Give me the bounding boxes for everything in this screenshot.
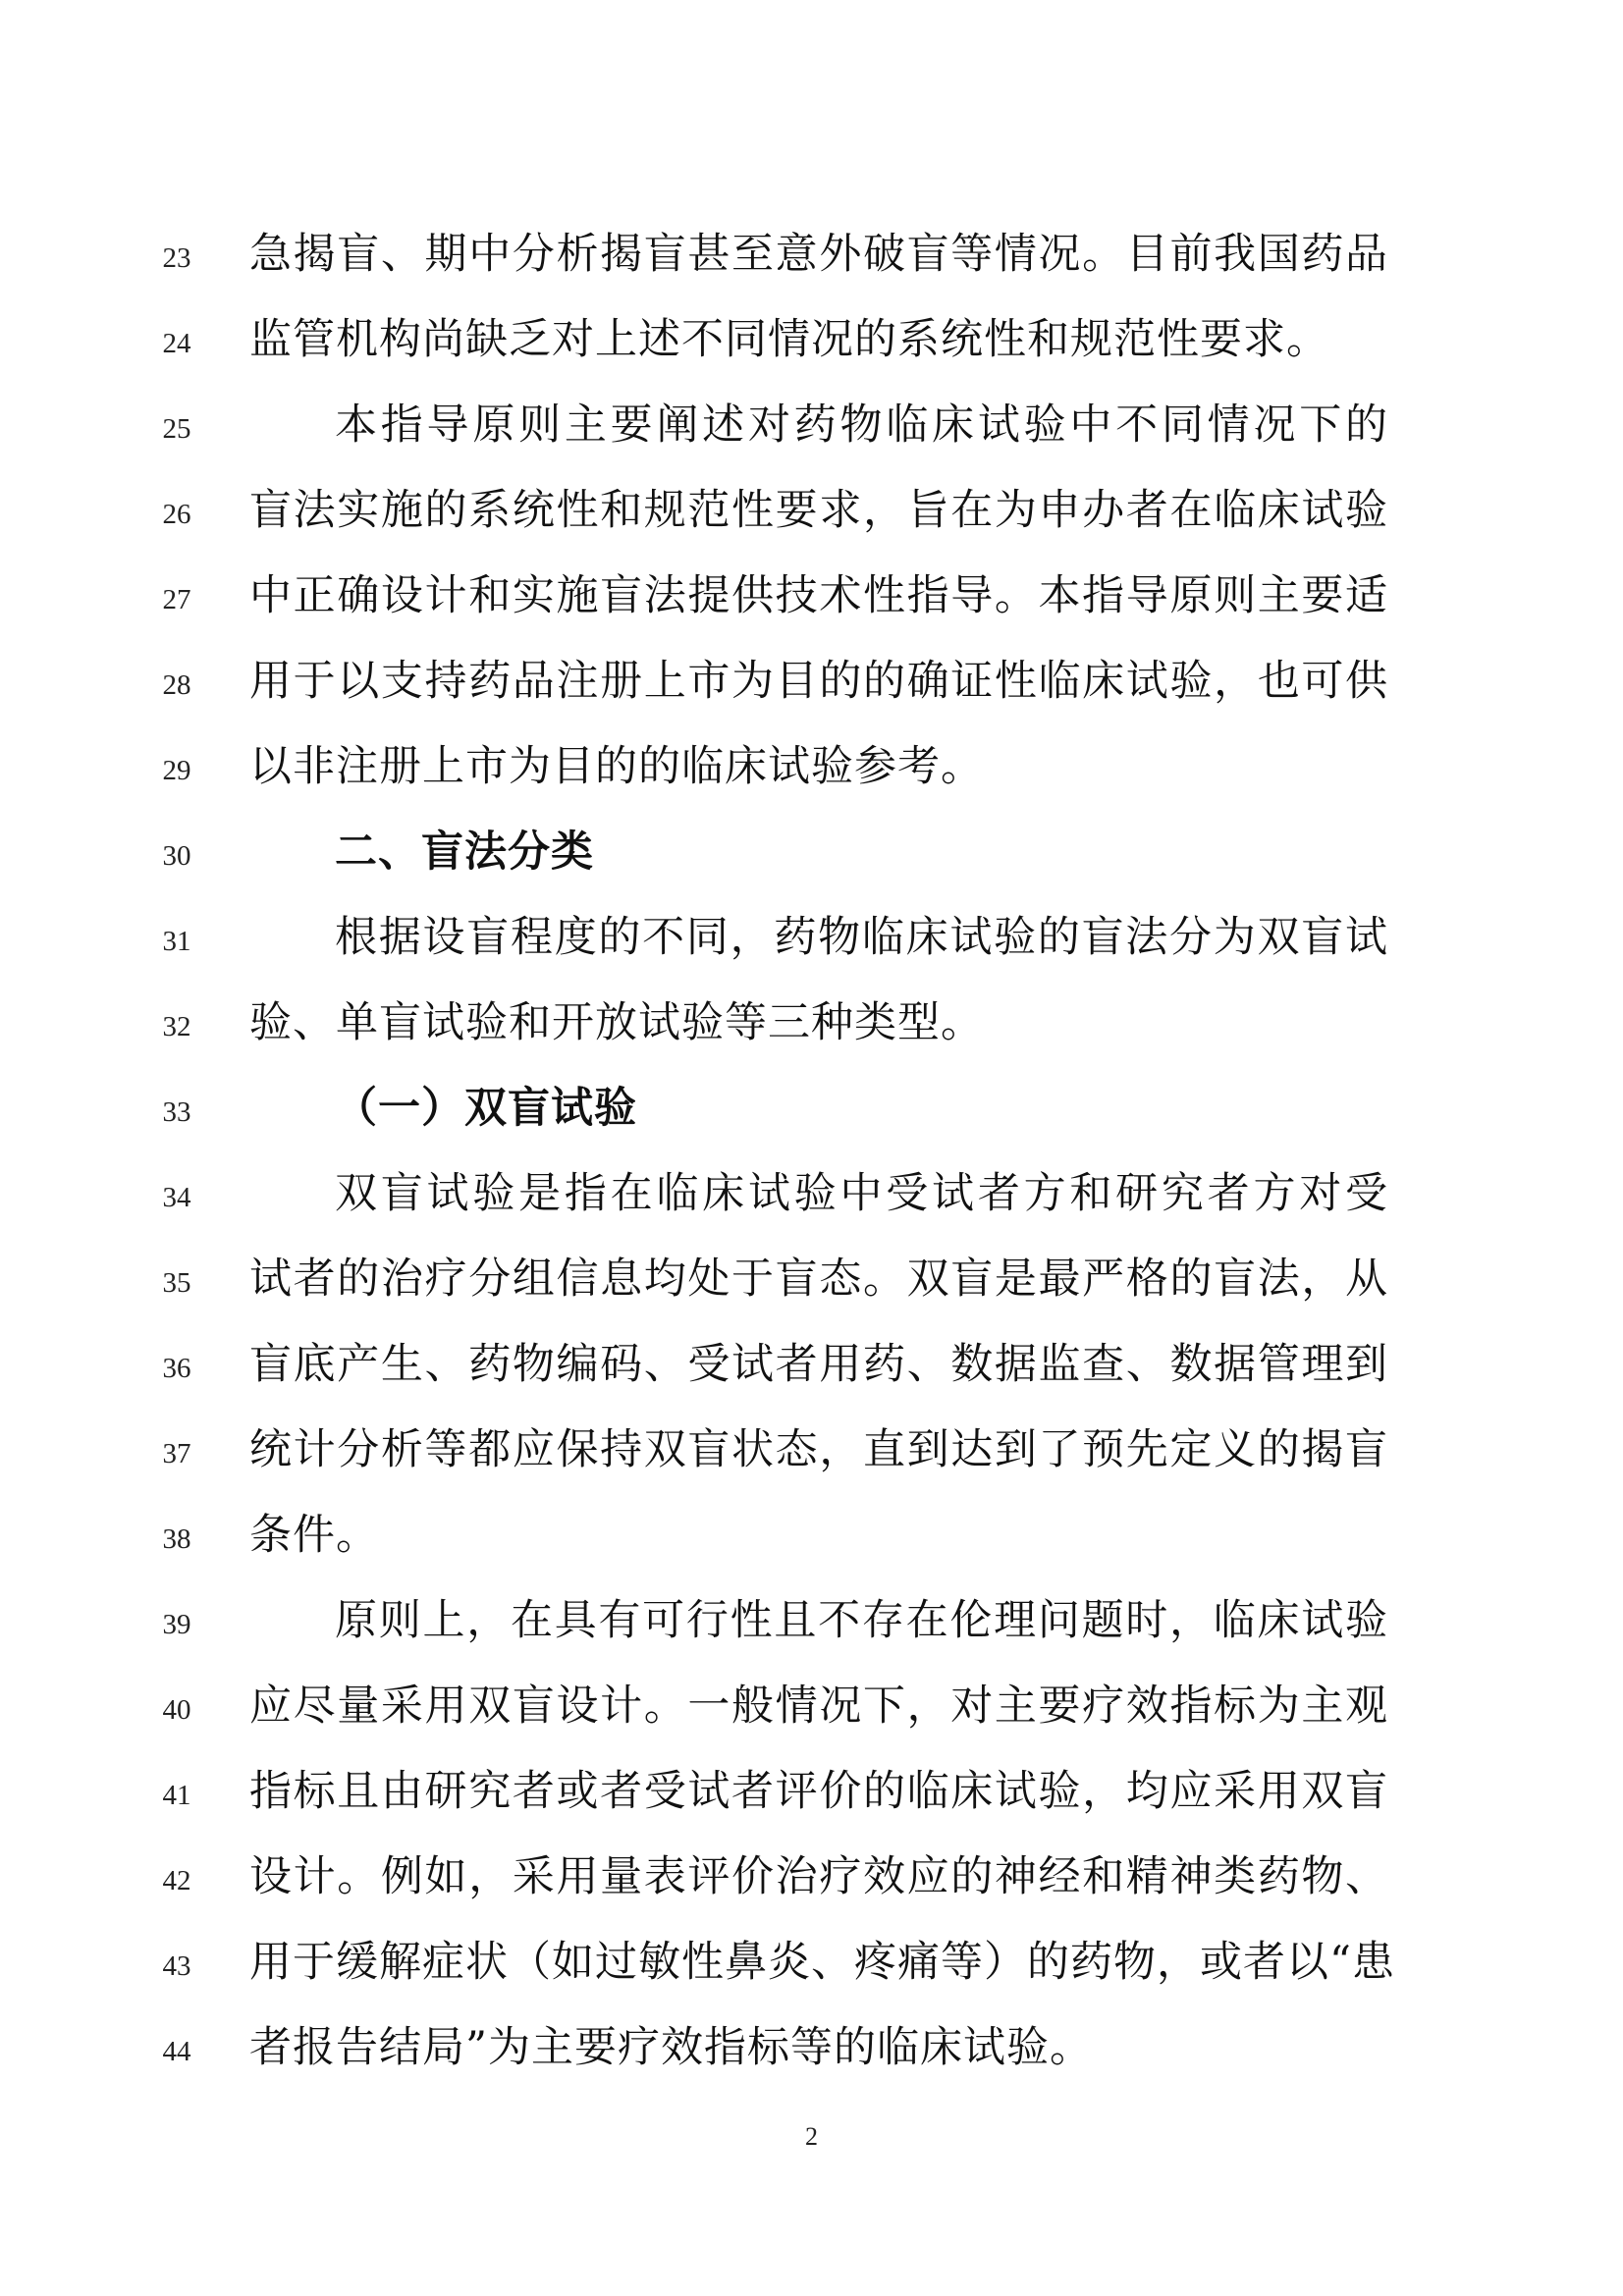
line-text: 验、单盲试验和开放试验等三种类型。: [249, 998, 984, 1047]
line-number: 43: [162, 1950, 191, 1982]
line-number: 38: [162, 1523, 191, 1555]
line-text: 原则上，在具有可行性且不存在伦理问题时，临床试验: [335, 1596, 1388, 1645]
line-text: 统计分析等都应保持双盲状态，直到达到了预先定义的揭盲: [249, 1425, 1388, 1474]
text-line-29: [0, 715, 1623, 801]
text-line-40: [0, 1654, 1623, 1740]
line-number: 36: [162, 1353, 191, 1384]
text-line-35: [0, 1227, 1623, 1313]
subsection-heading: （一）双盲试验: [335, 1084, 637, 1133]
line-number: 31: [162, 926, 191, 957]
text-line-42: [0, 1825, 1623, 1911]
line-text: 监管机构尚缺乏对上述不同情况的系统性和规范性要求。: [249, 315, 1329, 364]
line-number: 24: [162, 328, 191, 359]
line-text: 中正确设计和实施盲法提供技术性指导。本指导原则主要适: [249, 571, 1388, 620]
line-number: 23: [162, 242, 191, 274]
line-text: 试者的治疗分组信息均处于盲态。双盲是最严格的盲法，从: [249, 1255, 1388, 1304]
line-text: 指标且由研究者或者受试者评价的临床试验，均应采用双盲: [249, 1767, 1388, 1816]
text-line-23: [0, 202, 1623, 289]
line-text: 用于缓解症状（如过敏性鼻炎、疼痛等）的药物，或者以“患: [249, 1938, 1395, 1987]
line-text: 条件。: [249, 1511, 379, 1560]
text-line-37: [0, 1398, 1623, 1484]
text-line-24: [0, 288, 1623, 374]
line-number: 34: [162, 1182, 191, 1213]
text-line-31: [0, 885, 1623, 972]
text-line-25: [0, 373, 1623, 459]
line-text: 根据设盲程度的不同，药物临床试验的盲法分为双盲试: [335, 913, 1388, 962]
line-number: 30: [162, 840, 191, 872]
line-number: 35: [162, 1267, 191, 1299]
line-number: 32: [162, 1011, 191, 1042]
line-number: 39: [162, 1609, 191, 1640]
line-text: 急揭盲、期中分析揭盲甚至意外破盲等情况。目前我国药品: [249, 230, 1388, 279]
section-heading: 二、盲法分类: [335, 828, 594, 877]
line-number: 26: [162, 499, 191, 530]
text-line-36: [0, 1312, 1623, 1399]
line-text: 用于以支持药品注册上市为目的的确证性临床试验，也可供: [249, 657, 1388, 706]
line-number: 42: [162, 1865, 191, 1896]
text-line-32: [0, 971, 1623, 1057]
line-text: 双盲试验是指在临床试验中受试者方和研究者方对受: [335, 1169, 1388, 1218]
line-number: 37: [162, 1438, 191, 1469]
text-line-34: [0, 1142, 1623, 1228]
text-line-44: [0, 1996, 1623, 2082]
text-line-33: [0, 1056, 1623, 1143]
line-text: 者报告结局”为主要疗效指标等的临床试验。: [249, 2023, 1093, 2072]
page-number: 2: [805, 2122, 818, 2151]
line-number: 29: [162, 755, 191, 786]
text-line-43: [0, 1910, 1623, 1997]
line-text: 设计。例如，采用量表评价治疗效应的神经和精神类药物、: [249, 1852, 1388, 1901]
line-number: 25: [162, 413, 191, 445]
line-text: 以非注册上市为目的的临床试验参考。: [249, 742, 984, 791]
line-number: 28: [162, 669, 191, 701]
line-text: 本指导原则主要阐述对药物临床试验中不同情况下的: [335, 400, 1388, 450]
line-number: 40: [162, 1694, 191, 1726]
line-text: 盲法实施的系统性和规范性要求，旨在为申办者在临床试验: [249, 486, 1388, 535]
text-line-38: [0, 1483, 1623, 1570]
line-number: 27: [162, 584, 191, 615]
text-line-26: [0, 458, 1623, 545]
line-number: 33: [162, 1096, 191, 1128]
line-text: 应尽量采用双盲设计。一般情况下，对主要疗效指标为主观: [249, 1682, 1388, 1731]
line-number: 44: [162, 2036, 191, 2067]
text-line-30: [0, 800, 1623, 886]
text-line-39: [0, 1569, 1623, 1655]
text-line-41: [0, 1739, 1623, 1826]
text-line-27: [0, 544, 1623, 630]
text-line-28: [0, 629, 1623, 716]
line-number: 41: [162, 1780, 191, 1811]
line-text: 盲底产生、药物编码、受试者用药、数据监查、数据管理到: [249, 1340, 1388, 1389]
